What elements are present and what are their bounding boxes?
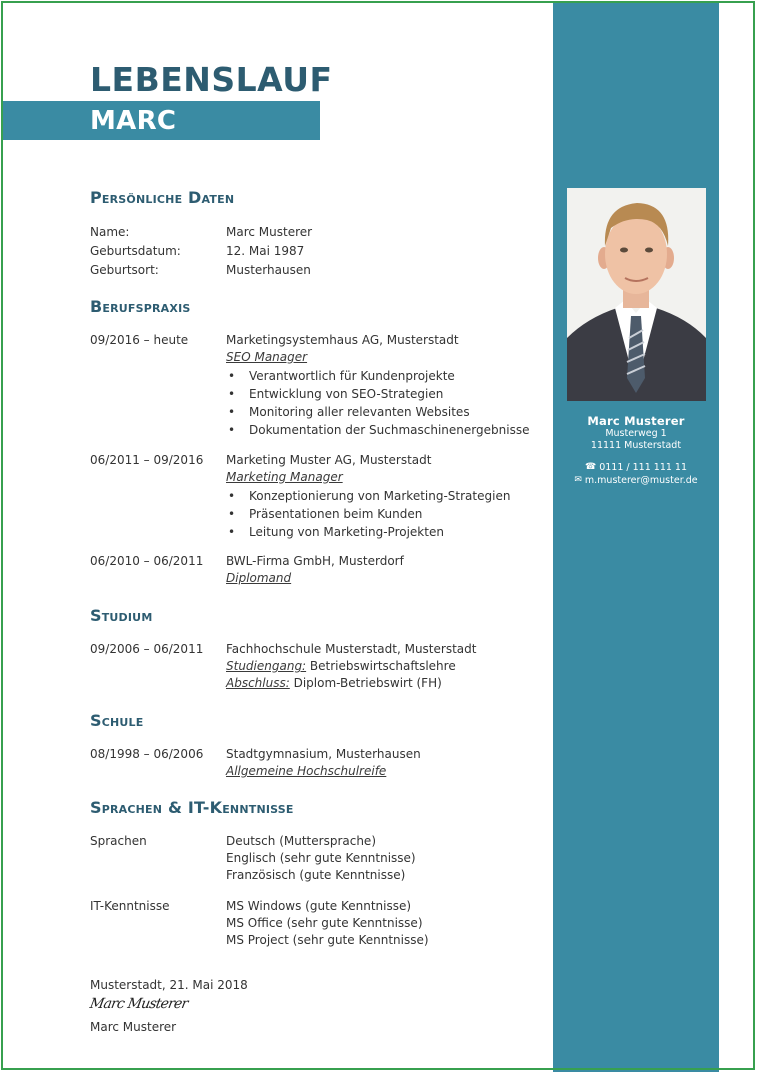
sidebar (553, 3, 719, 1072)
it-item: MS Windows (gute Kenntnisse) (226, 899, 412, 913)
applicant-name: MARC MUSTERER (90, 106, 252, 170)
footer-name: Marc Musterer (90, 1020, 177, 1034)
personal-value: Musterhausen (226, 263, 311, 277)
contact-phone: 0111 / 111 111 11 (599, 462, 688, 473)
personal-label: Name: (90, 225, 130, 239)
personal-label: Geburtsdatum: (90, 244, 181, 258)
job-role: SEO Manager (226, 350, 308, 364)
section-personal-title: Persönliche Daten (90, 188, 235, 207)
profile-photo (567, 188, 706, 401)
school-period: 08/1998 – 06/2006 (90, 747, 204, 761)
phone-icon: ☎ (584, 462, 597, 472)
job-company: Marketingsystemhaus AG, Musterstadt (226, 333, 459, 347)
school-institution: Stadtgymnasium, Musterhausen (226, 747, 421, 761)
contact-city: 11111 Musterstadt (590, 440, 682, 451)
it-item: MS Office (sehr gute Kenntnisse) (226, 916, 423, 930)
study-course-line (226, 658, 456, 676)
study-institution: Fachhochschule Musterstadt, Musterstadt (226, 642, 477, 656)
study-degree-label: Abschluss: (226, 676, 290, 690)
contact-phone-row (553, 461, 719, 474)
it-label: IT-Kenntnisse (90, 899, 170, 913)
document-title: LEBENSLAUF (90, 60, 333, 99)
study-degree: Diplom-Betriebswirt (FH) (289, 676, 442, 690)
contact-email-row (553, 474, 719, 487)
job-task: • Verantwortlich für Kundenprojekte (226, 367, 529, 385)
contact-block (553, 414, 719, 487)
study-degree-line (226, 675, 442, 693)
personal-value: 12. Mai 1987 (226, 244, 305, 258)
job-tasks (226, 487, 510, 541)
contact-name: Marc Musterer (587, 414, 685, 428)
school-degree: Allgemeine Hochschulreife (226, 764, 387, 778)
job-task: • Leitung von Marketing-Projekten (226, 523, 510, 541)
job-task: • Präsentationen beim Kunden (226, 505, 510, 523)
place-date: Musterstadt, 21. Mai 2018 (90, 978, 248, 992)
section-languages-title: Sprachen & IT-Kenntnisse (90, 798, 294, 817)
job-tasks (226, 367, 529, 439)
language-item: Deutsch (Muttersprache) (226, 834, 376, 848)
contact-street: Musterweg 1 (605, 428, 667, 439)
it-item: MS Project (sehr gute Kenntnisse) (226, 933, 429, 947)
envelope-icon: ✉ (574, 475, 582, 485)
name-banner (3, 101, 320, 170)
contact-email[interactable]: m.musterer@muster.de (584, 475, 698, 486)
study-period: 09/2006 – 06/2011 (90, 642, 204, 656)
study-course-label: Studiengang: (226, 659, 307, 673)
study-course: Betriebswirtschaftslehre (306, 659, 456, 673)
section-career-title: Berufspraxis (90, 297, 191, 316)
job-task: • Entwicklung von SEO-Strategien (226, 385, 529, 403)
job-company: BWL-Firma GmbH, Musterdorf (226, 554, 404, 568)
personal-value: Marc Musterer (226, 225, 313, 239)
job-period: 09/2016 – heute (90, 333, 189, 347)
language-item: Französisch (gute Kenntnisse) (226, 868, 406, 882)
job-task: • Konzeptionierung von Marketing-Strategien (226, 487, 510, 505)
job-period: 06/2010 – 06/2011 (90, 554, 204, 568)
job-task: • Monitoring aller relevanten Websites (226, 403, 529, 421)
job-role: Diplomand (226, 571, 292, 585)
language-item: Englisch (sehr gute Kenntnisse) (226, 851, 416, 865)
job-role: Marketing Manager (226, 470, 343, 484)
signature: Marc Musterer (88, 996, 189, 1012)
job-task: • Dokumentation der Suchmaschinenergebnisse (226, 421, 529, 439)
job-period: 06/2011 – 09/2016 (90, 453, 204, 467)
job-company: Marketing Muster AG, Musterstadt (226, 453, 432, 467)
section-school-title: Schule (90, 711, 144, 730)
personal-label: Geburtsort: (90, 263, 159, 277)
languages-label: Sprachen (90, 834, 147, 848)
section-study-title: Studium (90, 606, 153, 625)
